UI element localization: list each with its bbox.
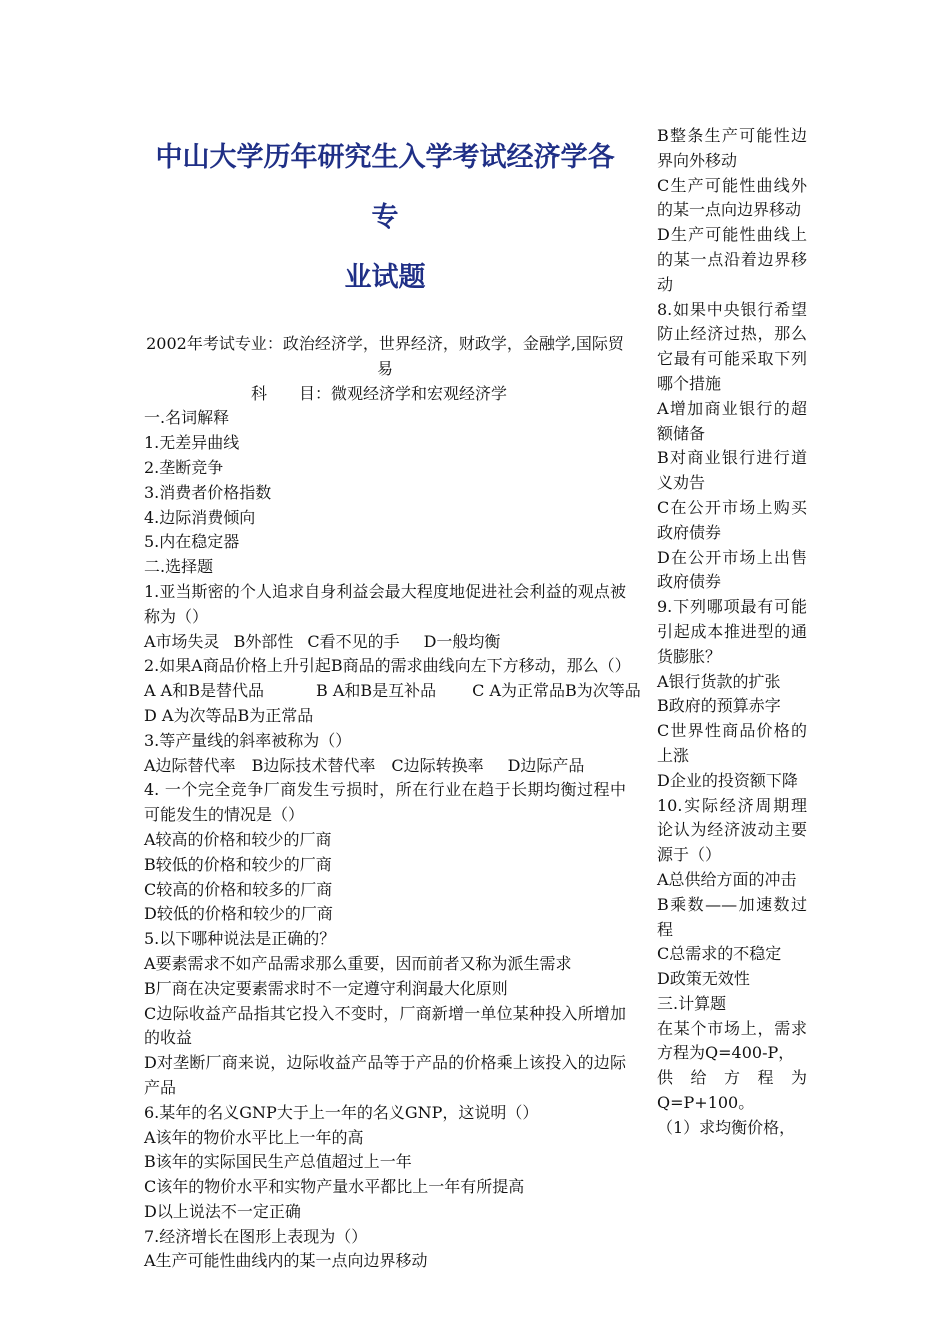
option: C总需求的不稳定 [657,944,782,964]
option: C A为正常品B为次等品 [472,681,641,701]
question-options [144,754,626,779]
option: D企业的投资额下降 [657,770,798,790]
question-stem: 2.如果A商品价格上升引起B商品的需求曲线向左下方移动，那么（） [144,656,631,676]
option: D政策无效性 [657,969,750,989]
option: B外部性 [233,631,294,651]
option: D A为次等品B为正常品 [144,705,314,725]
option: A总供给方面的冲击 [657,869,797,889]
option: B整条生产可能性边界向外移动 [657,126,807,170]
problem-text: （1）求均衡价格， [657,1117,796,1137]
option: C看不见的手 [307,631,400,651]
question-stem: 9.下列哪项最有可能引起成本推进型的通货膨胀？ [657,597,807,666]
question-options [144,704,626,729]
question-stem: 5.以下哪种说法是正确的？ [144,929,336,949]
option: B A和B是互补品 [315,681,437,701]
section-heading: 三.计算题 [657,993,727,1013]
option: A增加商业银行的超额储备 [657,398,807,443]
option: A生产可能性曲线内的某一点向边界移动 [144,1251,428,1271]
subject-value: 微观经济学和宏观经济学 [331,383,508,403]
spread-char: 程 [757,1068,774,1088]
term-item: 4.边际消费倾向 [144,507,256,527]
exam-info: 2002年考试专业：政治经济学，世界经济，财政学，金融学,国际贸易 [146,334,624,378]
option: D以上说法不一定正确 [144,1201,301,1221]
problem-text: Q=P+100。 [657,1093,755,1113]
option: A银行货款的扩张 [657,671,781,691]
option: B边际技术替代率 [251,755,376,775]
option: C较高的价格和较多的厂商 [144,879,333,899]
question-options [144,679,641,704]
option: A边际替代率 [144,755,236,775]
option: A该年的物价水平比上一年的高 [144,1127,364,1147]
section-heading: 一.名词解释 [144,408,230,428]
option: A市场失灵 [144,631,220,651]
option: D在公开市场上出售政府债券 [657,547,807,592]
term-item: 3.消费者价格指数 [144,482,272,502]
spread-char: 方 [723,1068,740,1088]
problem-text-spread [657,1066,807,1091]
option: B乘数——加速数过程 [657,894,807,939]
question-stem: 4. 一个完全竞争厂商发生亏损时，所在行业在趋于长期均衡过程中可能发生的情况是（） [144,780,626,825]
option: D较低的价格和较少的厂商 [144,904,333,924]
title-line-1: 中山大学历年研究生入学考试经济学各专 [155,142,615,233]
option: D一般均衡 [423,631,501,651]
question-stem: 7.经济增长在图形上表现为（） [144,1226,368,1246]
option: C边际转换率 [391,755,484,775]
option: A A和B是替代品 [144,681,264,701]
question-stem: 3.等产量线的斜率被称为（） [144,730,352,750]
question-stem: 1.亚当斯密的个人追求自身利益会最大程度地促进社会利益的观点被称为（） [144,581,626,626]
option: A较高的价格和较少的厂商 [144,829,332,849]
subject-line [144,382,626,407]
option: C该年的物价水平和实物产量水平都比上一年有所提高 [144,1177,525,1197]
option: B厂商在决定要素需求时不一定遵守利润最大化原则 [144,978,508,998]
option: B政府的预算赤字 [657,696,781,716]
option: B该年的实际国民生产总值超过上一年 [144,1152,412,1172]
option: D生产可能性曲线上的某一点沿着边界移动 [657,225,807,294]
spread-char: 给 [690,1068,707,1088]
option: C生产可能性曲线外的某一点向边界移动 [657,175,807,220]
subject-label: 科 目： [251,383,332,403]
question-options [144,630,626,655]
question-stem: 6.某年的名义GNP大于上一年的名义GNP，这说明（） [144,1102,539,1122]
option: D边际产品 [507,755,585,775]
question-stem: 10.实际经济周期理论认为经济波动主要源于（） [657,795,807,865]
title-line-2: 业试题 [344,262,426,293]
option: D对垄断厂商来说，边际收益产品等于产品的价格乘上该投入的边际产品 [144,1053,626,1097]
problem-text: 在某个市场上，需求方程为Q=400-P， [657,1018,807,1063]
option: C在公开市场上购买政府债券 [657,497,807,542]
term-item: 5.内在稳定器 [144,532,240,552]
document-title [144,128,626,308]
option: A要素需求不如产品需求那么重要，因而前者又称为派生需求 [144,953,572,973]
option: C世界性商品价格的上涨 [657,721,807,765]
term-item: 1.无差异曲线 [144,433,240,453]
spread-char: 为 [790,1068,807,1088]
option: B对商业银行进行道义劝告 [657,448,807,493]
left-column [144,128,641,1274]
question-stem: 8.如果中央银行希望防止经济过热，那么它最有可能采取下列哪个措施 [657,299,807,393]
section-heading: 二.选择题 [144,557,214,577]
option: C边际收益产品指其它投入不变时，厂商新增一单位某种投入所增加的收益 [144,1003,626,1048]
option: B较低的价格和较少的厂商 [144,854,332,874]
spread-char: 供 [657,1068,674,1088]
right-column [657,124,807,1141]
term-item: 2.垄断竞争 [144,457,224,477]
